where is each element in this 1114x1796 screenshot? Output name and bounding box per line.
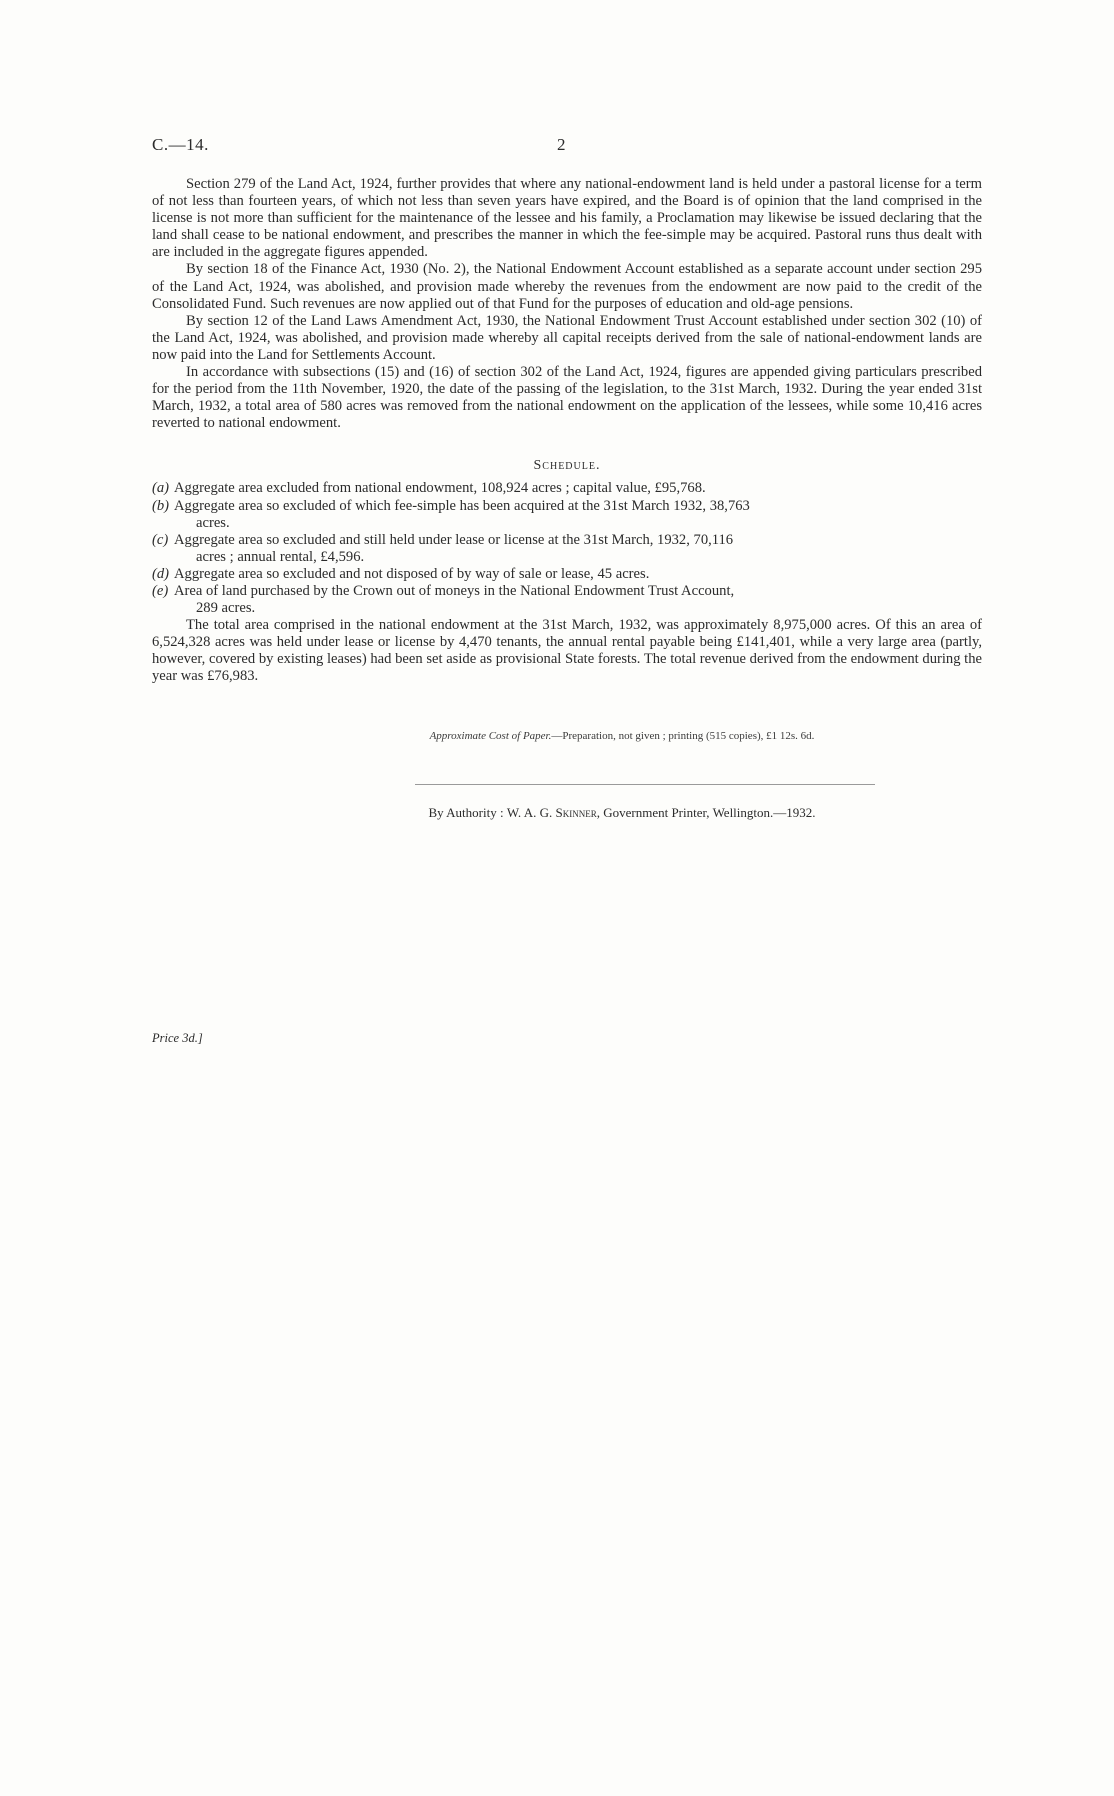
- schedule-item-line1: Area of land purchased by the Crown out of moneys in the National Endowment Trust Account,: [174, 582, 735, 599]
- schedule-item-e: [152, 583, 982, 617]
- schedule-item-text: Aggregate area excluded from national endowment, 108,924 acres ; capital value, £95,768.: [174, 480, 706, 497]
- schedule-item-line2: acres ; annual rental, £4,596.: [196, 548, 365, 565]
- schedule-item-label: (d): [152, 565, 170, 582]
- paragraph-total-area: The total area comprised in the national endowment at the 31st March, 1932, was approximately 8,975,000 acres. Of this an area of 6,524,328 acres was held under lease or license by 4,470 tenants, the annual rental payable being £141,401, while a very large area (partly, however, covered by existing leases) had been set aside as provisional State forests. The total revenue derived from the endowment during the year was £76,983.: [152, 617, 982, 685]
- paragraph-section-279: Section 279 of the Land Act, 1924, further provides that where any national-endowment land is held under a pastoral license for a term of not less than fourteen years, of which not less than seven years have expired, and the Board is of opinion that the land comprised in the license is not more than sufficient for the maintenance of the lessee and his family, a Proclamation may likewise be issued declaring that the land shall cease to be national endowment, and prescribes the manner in which the fee-simple may be acquired. Pastoral runs thus dealt with are included in the aggregate figures appended.: [152, 176, 982, 261]
- schedule-item-line2: 289 acres.: [196, 600, 256, 617]
- schedule-item-text: [174, 583, 982, 617]
- schedule-item-line2: acres.: [196, 514, 230, 531]
- schedule-item-text: [174, 532, 982, 566]
- authority-name: W. A. G. Skinner: [506, 804, 597, 820]
- schedule-item-a: [152, 480, 982, 497]
- paragraph-subsections: In accordance with subsections (15) and (16) of section 302 of the Land Act, 1924, figures are appended giving particulars prescribed for the period from the 11th November, 1920, the date of the passing of the legislation, to the 31st March, 1932. During the year ended 31st March, 1932, a total area of 580 acres was removed from the national endowment on the application of the lessees, while some 10,416 acres reverted to national endowment.: [152, 364, 982, 432]
- cost-label: Approximate Cost of Paper.: [429, 729, 552, 742]
- authority-line: [152, 805, 982, 821]
- schedule-item-line1: Aggregate area so excluded and still held under lease or license at the 31st March, 1932, 70,116: [174, 531, 734, 548]
- authority-prefix: By Authority :: [428, 804, 504, 820]
- paragraph-finance-act: By section 18 of the Finance Act, 1930 (No. 2), the National Endowment Account established as a separate account under section 295 of the Land Act, 1924, was abolished, and provision made whereby the revenues from the endowment are now paid to the credit of the Consolidated Fund. Such revenues are now applied out of that Fund for the purposes of education and old-age pensions.: [152, 261, 982, 312]
- schedule-item-b: [152, 498, 982, 532]
- page-header: [152, 135, 982, 157]
- schedule-title: Schedule.: [533, 458, 601, 474]
- schedule-item-label: (c): [152, 531, 169, 548]
- cost-of-paper: [152, 730, 982, 742]
- cost-text: —Preparation, not given ; printing (515 copies), £1 12s. 6d.: [551, 729, 815, 742]
- schedule-item-label: (e): [152, 582, 169, 599]
- schedule-item-label: (b): [152, 497, 170, 514]
- price-label: Price 3d.]: [152, 1031, 203, 1045]
- divider-rule: [415, 784, 875, 785]
- schedule-item-label: (a): [152, 480, 170, 497]
- authority-suffix: , Government Printer, Wellington.—1932.: [596, 804, 816, 820]
- document-body: [152, 176, 982, 821]
- schedule-item-d: [152, 566, 982, 583]
- schedule-item-c: [152, 532, 982, 566]
- paragraph-land-laws-amendment: By section 12 of the Land Laws Amendment Act, 1930, the National Endowment Trust Account established under section 302 (10) of the Land Act, 1924, was abolished, and provision made whereby all capital receipts derived from the sale of national-endowment lands are now paid into the Land for Settlements Account.: [152, 312, 982, 363]
- document-reference: C.—14.: [152, 135, 209, 154]
- page-number: 2: [557, 135, 566, 154]
- schedule-item-line1: Aggregate area so excluded of which fee-simple has been acquired at the 31st March 1932, 38,763: [174, 497, 750, 514]
- schedule-item-text: Aggregate area so excluded and not disposed of by way of sale or lease, 45 acres.: [174, 565, 650, 582]
- schedule-item-text: [174, 498, 982, 532]
